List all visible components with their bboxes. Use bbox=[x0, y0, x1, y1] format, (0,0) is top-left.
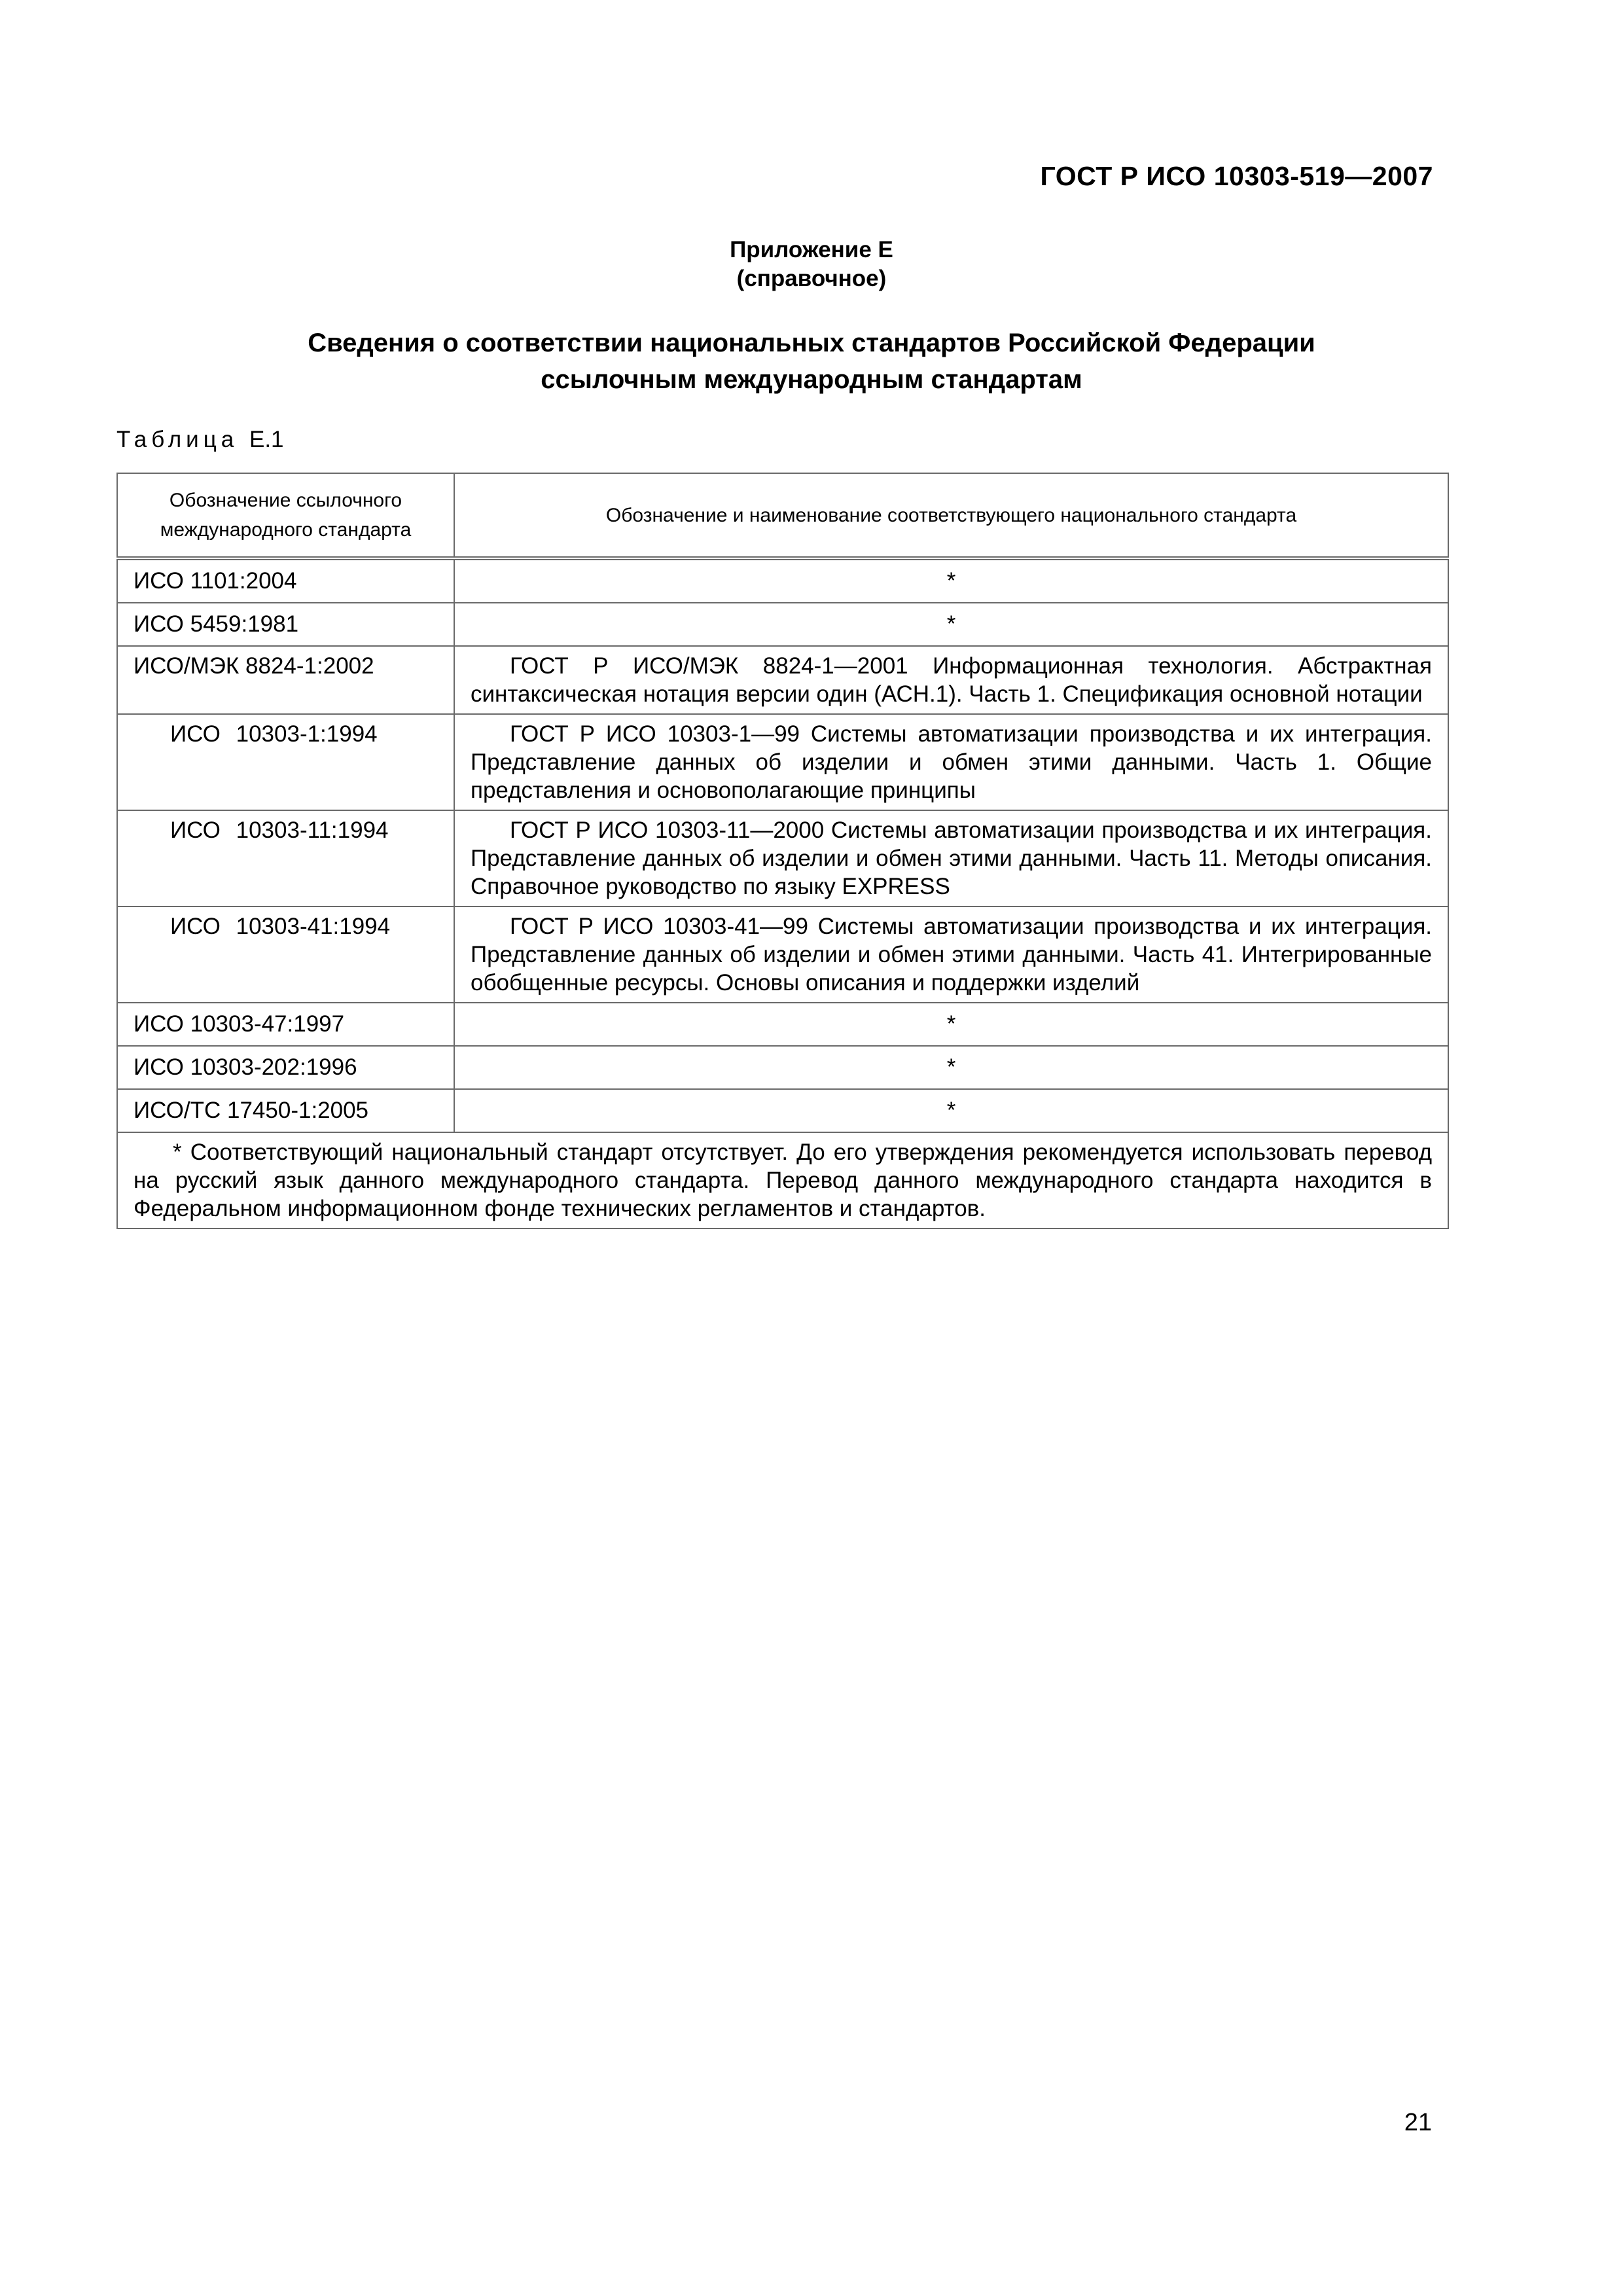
national-standard-cell: * bbox=[454, 558, 1448, 603]
iso-code-cell: ИСО 10303-11:1994 bbox=[117, 810, 454, 906]
header-iso-line-2: международного стандарта bbox=[160, 519, 412, 541]
national-standard-cell bbox=[454, 906, 1448, 1003]
table-row bbox=[117, 906, 1448, 1003]
national-standard-cell bbox=[454, 810, 1448, 906]
iso-code-cell: ИСО 10303-1:1994 bbox=[117, 714, 454, 810]
header-national-standard: Обозначение и наименование соответствующего национального стандарта bbox=[454, 473, 1448, 558]
table-footnote-text: * Соответствующий национальный стандарт отсутствует. До его утверждения рекомендуется использовать перевод на русский язык данного международного стандарта. Перевод данного международного стандарта находится в Федеральном информационном фонде технических регламентов и стандартов. bbox=[134, 1139, 1432, 1221]
appendix-label bbox=[0, 236, 1623, 293]
table-caption-number: Е.1 bbox=[249, 427, 284, 452]
table-header-row bbox=[117, 473, 1448, 558]
table-footnote-row bbox=[117, 1132, 1448, 1229]
table-row bbox=[117, 1046, 1448, 1089]
table-row bbox=[117, 810, 1448, 906]
national-standard-cell: * bbox=[454, 1089, 1448, 1132]
appendix-subtitle: (справочное) bbox=[736, 266, 887, 291]
iso-code-cell: ИСО 10303-47:1997 bbox=[117, 1003, 454, 1046]
national-standard-text: ГОСТ Р ИСО/МЭК 8824-1—2001 Информационная технология. Абстрактная синтаксическая нотация версии один (АСН.1). Часть 1. Спецификация основной нотации bbox=[471, 653, 1432, 707]
table-row bbox=[117, 558, 1448, 603]
section-heading bbox=[0, 325, 1623, 398]
iso-code-cell: ИСО/МЭК 8824-1:2002 bbox=[117, 646, 454, 714]
table-row bbox=[117, 714, 1448, 810]
section-heading-line-1: Сведения о соответствии национальных стандартов Российской Федерации bbox=[308, 329, 1315, 357]
iso-code-cell: ИСО 10303-202:1996 bbox=[117, 1046, 454, 1089]
section-heading-line-2: ссылочным международным стандартам bbox=[541, 365, 1082, 394]
iso-code-cell: ИСО/ТС 17450-1:2005 bbox=[117, 1089, 454, 1132]
national-standard-cell: * bbox=[454, 603, 1448, 646]
table-footnote bbox=[117, 1132, 1448, 1229]
national-standard-cell bbox=[454, 714, 1448, 810]
document-code: ГОСТ Р ИСО 10303-519—2007 bbox=[1040, 161, 1433, 191]
page-number: 21 bbox=[1404, 2109, 1432, 2136]
table-row bbox=[117, 1089, 1448, 1132]
national-standard-cell: * bbox=[454, 1003, 1448, 1046]
header-iso-standard bbox=[117, 473, 454, 558]
national-standard-text: ГОСТ Р ИСО 10303-41—99 Системы автоматизации производства и их интеграция. Представление данных об изделии и обмен этими данными. Часть 41. Интегрированные обобщенные ресурсы. Основы описания и поддержки изделий bbox=[471, 914, 1432, 996]
national-standard-text: ГОСТ Р ИСО 10303-11—2000 Системы автоматизации производства и их интеграция. Представление данных об изделии и обмен этими данными. Часть 11. Методы описания. Справочное руководство по языку EXPRESS bbox=[471, 817, 1432, 899]
table-row bbox=[117, 1003, 1448, 1046]
iso-code-cell: ИСО 1101:2004 bbox=[117, 558, 454, 603]
iso-code-cell: ИСО 10303-41:1994 bbox=[117, 906, 454, 1003]
standards-table bbox=[116, 473, 1449, 1229]
iso-code-cell: ИСО 5459:1981 bbox=[117, 603, 454, 646]
national-standard-cell: * bbox=[454, 1046, 1448, 1089]
table-row bbox=[117, 603, 1448, 646]
table-row bbox=[117, 646, 1448, 714]
table-caption bbox=[116, 427, 284, 453]
header-iso-line-1: Обозначение ссылочного bbox=[169, 490, 402, 511]
appendix-title: Приложение Е bbox=[730, 237, 893, 262]
table-caption-word: Таблица bbox=[116, 427, 239, 452]
national-standard-cell bbox=[454, 646, 1448, 714]
national-standard-text: ГОСТ Р ИСО 10303-1—99 Системы автоматизации производства и их интеграция. Представление данных об изделии и обмен этими данными. Часть 1. Общие представления и основополагающие принципы bbox=[471, 721, 1432, 803]
